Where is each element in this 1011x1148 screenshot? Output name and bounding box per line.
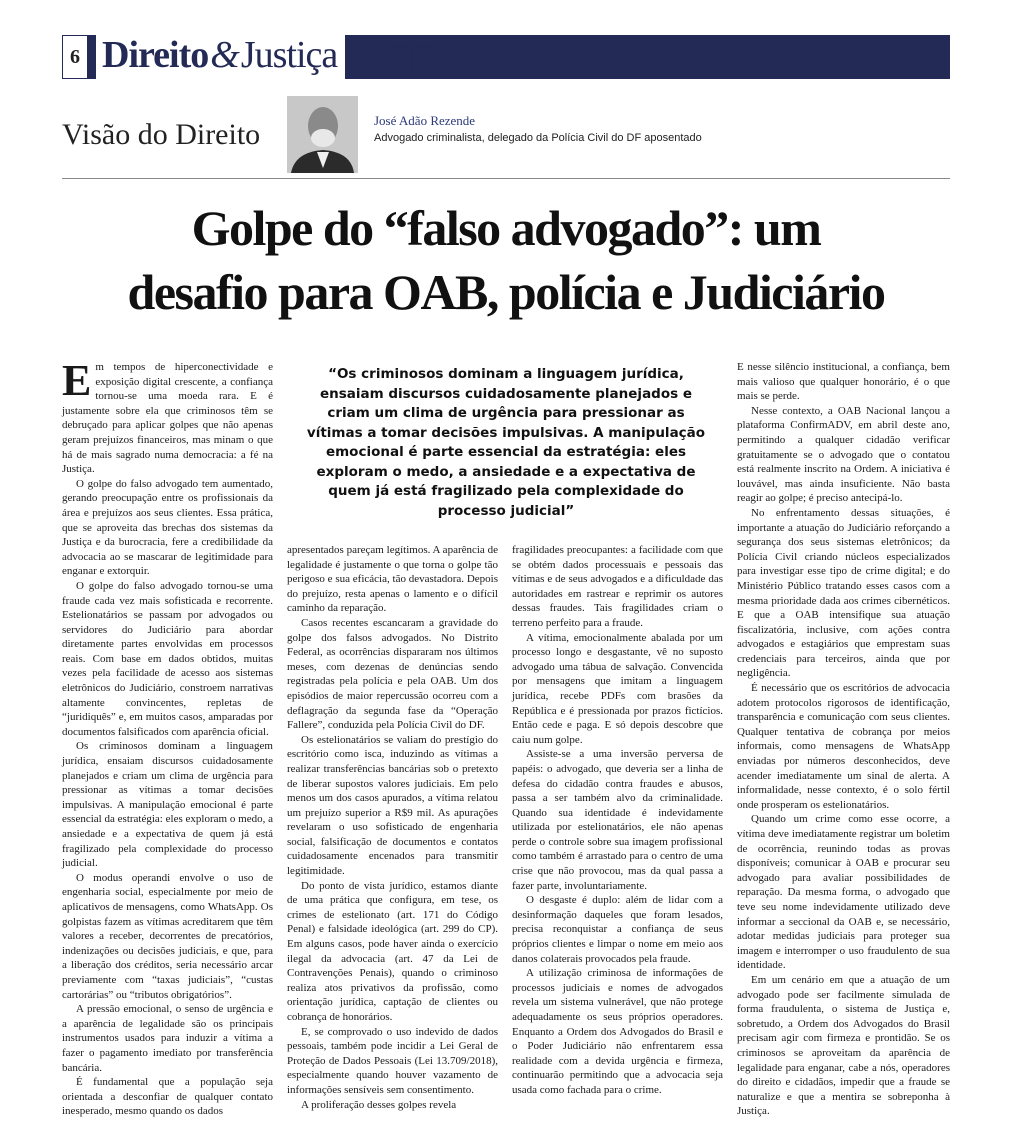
- headline: [62, 196, 950, 324]
- paragraph: É fundamental que a população seja orientada a desconfiar de qualquer contato inesperado, mesmo quando os dados: [62, 1076, 273, 1118]
- article-column-3: [512, 543, 723, 1098]
- dateline: — Brasília, quinta-feira, 10 de julho de 2025: [633, 84, 870, 98]
- paragraph: Os estelionatários se valiam do prestígio do escritório como isca, induzindo as vítimas a realizar transferências bancárias sob o pretexto de liberar supostos valores judiciais. Em pelo menos um dos casos apurados, a vítima relatou um prejuízo superior a R$9 mil. As apurações revelaram o uso sofisticado de engenharia social, falsificação de documentos e contatos cuidadosamente encenados para transmitir legitimidade.: [287, 733, 498, 878]
- paragraph: A pressão emocional, o senso de urgência e a aparência de legalidade são os principais instrumentos usados para induzir a vítima a fazer o pagamento imediato por transferência bancária.: [62, 1003, 273, 1074]
- paragraph: A proliferação desses golpes revela: [301, 1098, 457, 1111]
- paragraph: Do ponto de vista jurídico, estamos diante de uma prática que configura, em tese, os crimes de estelionato (art. 171 do Código Penal) e falsidade ideológica (art. 299 do CP). Em alguns casos, pode haver ainda o exercício ilegal da advocacia (art. 47 da Lei de Contravenções Penais), quando o criminoso realiza atos privativos da profissão, como orientação jurídica, captação de clientes ou cobrança de honorários.: [287, 879, 498, 1023]
- section-amp: &: [210, 34, 239, 76]
- paragraph: Nesse contexto, a OAB Nacional lançou a plataforma ConfirmADV, em abril deste ano, permitindo a qualquer cidadão verificar gratuitamente se o advogado que o contatou está realmente inscrito na Ordem. A iniciativa é louvável, mas ainda insuficiente. Não basta reagir ao golpe; é preciso antecipá-lo.: [737, 404, 950, 505]
- paragraph: O golpe do falso advogado tem aumentado, gerando preocupação entre os profissionais da área e prejuízos aos seus clientes. Essa prática, que se aproveita das brechas dos sistemas da Justiça e da burocracia, fere a credibilidade da advocacia ao se mascarar de legitimidade para enganar e extorquir.: [62, 477, 273, 578]
- newspaper-name: Correio Braziliense: [509, 83, 627, 98]
- paragraph: Casos recentes escancaram a gravidade do golpe dos falsos advogados. No Distrito Federal, as ocorrências dispararam nos últimos meses, com dezenas de denúncias sendo registradas pela polícia e pela OAB. Um dos episódios de maior repercussão ocorreu com a deflagração da segunda fase da “Operação Fallere”, conduzida pela Polícia Civil do DF.: [287, 616, 498, 732]
- header-divider: [62, 178, 950, 179]
- paragraph: É necessário que os escritórios de advocacia adotem protocolos rigorosos de identificação, transparência e comunicação com seus clientes. Qualquer tentativa de cobrança por meios informais, como mensagens de WhatsApp enviadas por números desconhecidos, deve acender imediatamente um sinal de alerta. A informalidade, nesse contexto, é o solo fértil onde prosperam os estelionatários.: [737, 682, 950, 811]
- author-name: José Adão Rezende: [374, 113, 476, 128]
- paragraph: O desgaste é duplo: além de lidar com a desinformação daqueles que foram lesados, precisa reconquistar a confiança de seus próprios clientes e limpar o nome em meio aos danos colaterais provocados pela fraude.: [512, 894, 723, 965]
- paragraph: A utilização criminosa de informações de processos judiciais e nomes de advogados revela um sistema vulnerável, que não protege adequadamente os seus próprios operadores. Enquanto a Ordem dos Advogados do Brasil e o Poder Judiciário não enfrentarem essa realidade com a devida urgência e firmeza, continuarão permitindo que a advocacia seja usada como fachada para o crime.: [512, 967, 723, 1096]
- article-column-2: [287, 543, 498, 1112]
- paragraph: Assiste-se a uma inversão perversa de papéis: o advogado, que deveria ser a linha de defesa do cidadão contra fraudes e abusos, passa a ser também alvo da criminalidade. Quando sua identidade é indevidamente utilizada por estelionatários, ele não apenas perde o controle sobre sua imagem profissional como também é arrastado para o centro de uma crise que não provocou, mas da qual passa a fazer parte, involuntariamente.: [512, 748, 723, 892]
- author-photo: [287, 96, 358, 173]
- paragraph: fragilidades preocupantes: a facilidade com que se obtém dados processuais e pessoais das vítimas e de seus advogados e a dificuldade das autoridades em rastrear e reprimir os autores dessas fraudes. Tais fragilidades criam o terreno perfeito para a fraude.: [512, 544, 723, 629]
- page-number: 6: [62, 35, 88, 79]
- paragraph: apresentados pareçam legítimos. A aparência de legalidade é justamente o que torna o golpe tão perigoso e sua eficácia, tão devastadora. Depois do prejuízo, resta apenas o lamento e o difícil caminho da reparação.: [287, 544, 498, 615]
- paper-dateline: [510, 83, 870, 99]
- scales-of-justice-icon: [382, 38, 444, 76]
- paragraph: No enfrentamento dessas situações, é importante a atuação do Judiciário reforçando a segurança dos seus sistemas eletrônicos; da Polícia Civil criando núcleos especializados para investigar esse tipo de crime digital; e do Ministério Público tratando esses casos com a mesma prioridade dada aos crimes cibernéticos. E que a OAB intensifique sua atuação fiscalizatória, inclusive, com ações contra advogados e estagiários que emprestam suas credenciais para terceiros, ainda que por negligência.: [737, 506, 950, 680]
- paragraph: Quando um crime como esse ocorre, a vítima deve imediatamente registrar um boletim de ocorrência, reunindo todas as provas disponíveis; comunicar à OAB e procurar seu advogado para avaliar possibilidades de reparação. Da mesma forma, o advogado que teve seu nome indevidamente utilizado deve informar a seccional da OAB e, se necessário, adotar medidas judiciais para proteger sua imagem e interromper o uso fraudulento de sua identidade.: [737, 813, 950, 972]
- paragraph: Em um cenário em que a atuação de um advogado pode ser facilmente simulada de forma fraudulenta, o sistema de Justiça e, sobretudo, a Ordem dos Advogados do Brasil precisam agir com firmeza e prontidão. Se os criminosos se aproveitam da aparência de legalidade para enganar, cabe a nós, operadores do direito e cidadãos, impedir que a fraude se naturalize e que a mentira se sobreponha à Justiça.: [737, 973, 950, 1118]
- paragraph: O modus operandi envolve o uso de engenharia social, especialmente por meio de aplicativos de mensagens, como WhatsApp. Os golpistas fazem as vítimas acreditarem que têm valores a receber, decorrentes de precatórios, indenizações ou decisões judiciais, e que, para a liberação dos créditos, seria necessário arcar previamente com “taxas judiciais”, “custas cartorárias” ou “tributos obrigatórios”.: [62, 871, 273, 1001]
- paragraph: O golpe do falso advogado tornou-se uma fraude cada vez mais sofisticada e recorrente. Estelionatários se passam por advogados ou servidores do Judiciário para abordar diretamente partes envolvidas em processos reais. Com base em dados obtidos, muitas vezes pela facilidade de acesso aos sistemas eletrônicos do Judiciário, constroem narrativas altamente convincentes, repletas de “juridiquês” e, em muitos casos, amparadas por documentos falsificados com aparência oficial.: [62, 579, 273, 738]
- section-title: [96, 30, 345, 80]
- paragraph: m tempos de hiperconectividade e exposição digital crescente, a confiança tornou-se uma moeda rara. E é justamente sobre ela que criminosos têm se debruçado para aplicar golpes que não apenas geram prejuízos financeiros, mas minam o que há de mais sagrado numa democracia: a fé na Justiça.: [62, 361, 273, 476]
- headline-line2: desafio para OAB, polícia e Judiciário: [127, 264, 885, 320]
- paragraph: E, se comprovado o uso indevido de dados pessoais, também pode incidir a Lei Geral de Proteção de Dados Pessoais (Lei 13.709/2018), especialmente quando houver vazamento de informações sensíveis sem consentimento.: [287, 1025, 498, 1096]
- article-column-4: [737, 360, 950, 1119]
- headline-line1: Golpe do “falso advogado”: um: [191, 200, 821, 256]
- author-description: Advogado criminalista, delegado da Polícia Civil do DF aposentado: [374, 132, 702, 144]
- column-name: Visão do Direito: [62, 118, 261, 151]
- article-column-1: [62, 356, 273, 1119]
- paragraph: E nesse silêncio institucional, a confiança, bem mais valioso que qualquer honorário, é o que mais se perde.: [737, 361, 950, 403]
- pull-quote: “Os criminosos dominam a linguagem jurídica, ensaiam discursos cuidadosamente planejados e criam um clima de urgência para pressionar as vítimas a tomar decisões impulsivas. A manipulação emocional é parte essencial da estratégia: eles exploram o medo, a ansiedade e a expectativa de quem já está fragilizado pela complexidade do processo judicial”: [306, 366, 706, 519]
- section-word2: Justiça: [240, 34, 338, 76]
- section-word1: Direito: [102, 34, 209, 76]
- paragraph: Os criminosos dominam a linguagem jurídica, ensaiam discursos cuidadosamente planejados e criam um clima de urgência para pressionar as vítimas a tomar decisões impulsivas. A manipulação emocional é parte essencial da estratégia: eles exploram o medo, a ansiedade e a expectativa de quem já está fragilizado pela complexidade do processo judicial.: [62, 740, 273, 870]
- drop-cap: E: [62, 356, 92, 405]
- paragraph: A vítima, emocionalmente abalada por um processo longo e desgastante, vê no suposto advogado uma tábua de salvação. Convencida por mensagens que imitam a linguagem jurídica, recebe PDFs com brasões da República e é pressionada por prazos fictícios. Então cede e paga. E só depois descobre que caiu num golpe.: [512, 631, 723, 746]
